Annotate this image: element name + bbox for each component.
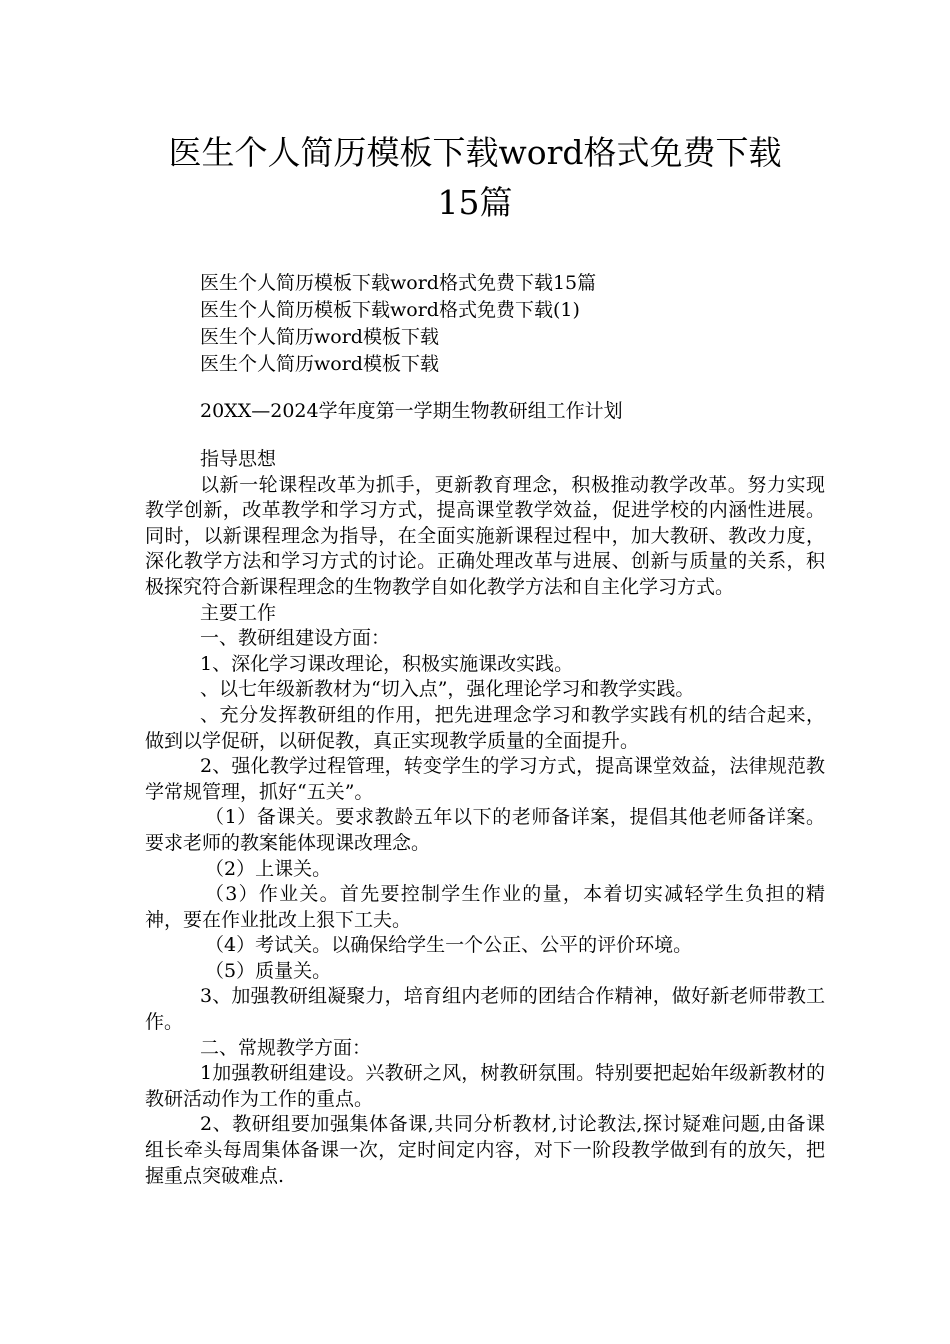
paragraph: 一、教研组建设方面： — [200, 627, 391, 650]
paragraph: 3、加强教研组凝聚力，培育组内老师的团结合作精神，做好新老师带教工作。 — [145, 985, 825, 1034]
section-heading: 20XX—2024学年度第一学期生物教研组工作计划 — [200, 400, 623, 422]
toc-item: 医生个人简历word模板下载 — [200, 353, 439, 375]
body-text — [145, 447, 825, 1189]
title-line-1: 医生个人简历模板下载word格式免费下载 — [168, 133, 782, 172]
heading-guiding-ideology: 指导思想 — [200, 448, 277, 470]
toc-item: 医生个人简历word模板下载 — [200, 326, 439, 348]
paragraph: 、充分发挥教研组的作用，把先进理念学习和教学实践有机的结合起来，做到以学促研，以研促教，真正实现教学质量的全面提升。 — [145, 703, 825, 752]
paragraph: （3）作业关。首先要控制学生作业的量，本着切实减轻学生负担的精神，要在作业批改上狠下工夫。 — [145, 883, 825, 931]
paragraph: 二、常规教学方面： — [200, 1036, 372, 1059]
toc-item: 医生个人简历模板下载word格式免费下载15篇 — [200, 272, 597, 294]
heading-main-work: 主要工作 — [200, 601, 277, 624]
paragraph: （5）质量关。 — [205, 959, 332, 982]
title-line-2: 15篇 — [437, 183, 513, 222]
paragraph: 2、教研组要加强集体备课,共同分析教材,讨论教法,探讨疑难问题,由备课组长牵头每周集体备课一次，定时间定内容，对下一阶段教学做到有的放矢，把握重点突破难点. — [145, 1113, 825, 1187]
toc-item: 医生个人简历模板下载word格式免费下载(1) — [200, 299, 580, 321]
paragraph: （1）备课关。要求教龄五年以下的老师备详案，提倡其他老师备详案。要求老师的教案能体现课改理念。 — [145, 806, 825, 854]
paragraph: 、以七年级新教材为“切入点”，强化理论学习和教学实践。 — [200, 678, 695, 701]
paragraph: 1、深化学习课改理论，积极实施课改实践。 — [200, 652, 574, 675]
paragraph: 2、强化教学过程管理，转变学生的学习方式，提高课堂效益，法律规范教学常规管理，抓好“五关”。 — [145, 755, 825, 803]
document-title — [120, 128, 830, 228]
paragraph: 以新一轮课程改革为抓手，更新教育理念，积极推动教学改革。努力实现教学创新，改革教学和学习方式，提高课堂教学效益，促进学校的内涵性进展。同时，以新课程理念为指导，在全面实施新课程过程中，加大教研、教改力度，深化教学方法和学习方式的讨论。正确处理改革与进展、创新与质量的关系，积极探究符合新课程理念的生物教学自如化教学方法和自主化学习方式。 — [145, 473, 825, 598]
paragraph: （4）考试关。以确保给学生一个公正、公平的评价环境。 — [205, 934, 693, 957]
paragraph: （2）上课关。 — [205, 857, 332, 880]
paragraph: 1加强教研组建设。兴教研之风，树教研氛围。特别要把起始年级新教材的教研活动作为工作的重点。 — [145, 1062, 825, 1110]
table-of-contents — [200, 270, 596, 378]
